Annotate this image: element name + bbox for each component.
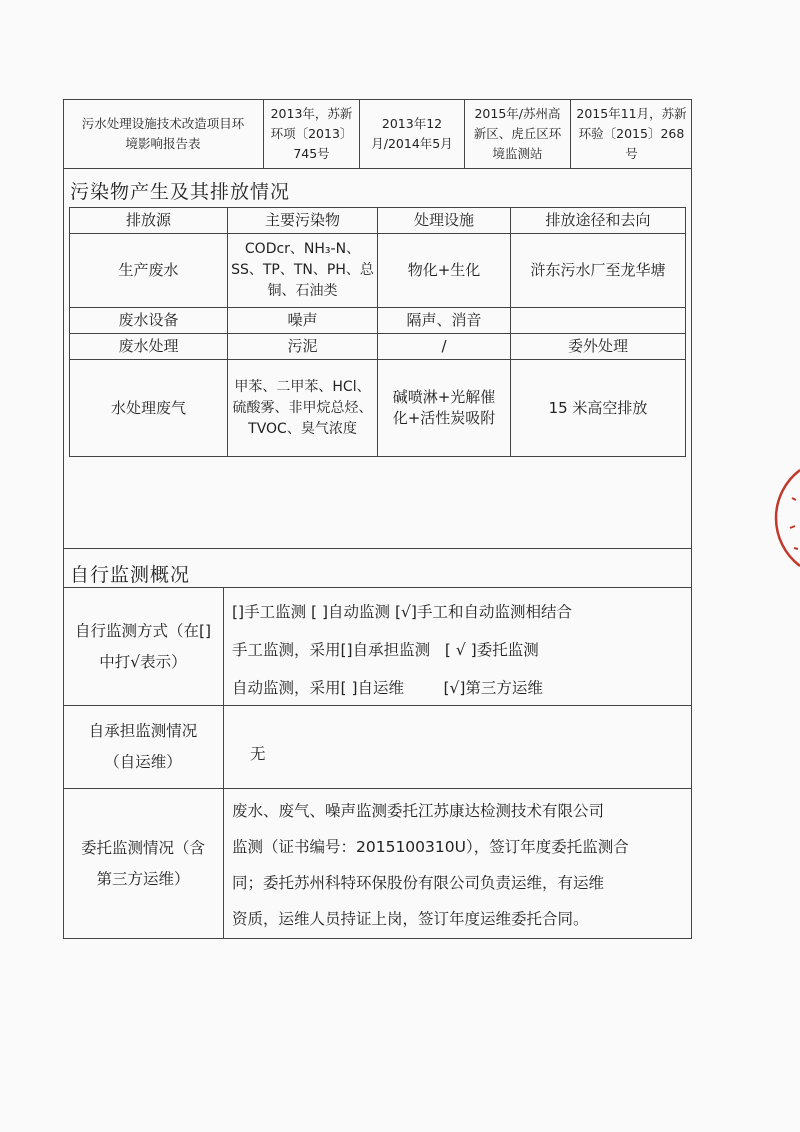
method-content [224, 588, 692, 705]
table-row [70, 334, 685, 360]
row-destination: 浒东污水厂至龙华塘 [530, 261, 666, 279]
self-monitoring-label: 自承担监测情况（自运维） [63, 706, 224, 788]
header-facility: 处理设施 [378, 208, 511, 233]
pollution-section-title: 污染物产生及其排放情况 [70, 181, 291, 203]
entrusted-monitoring-label: 委托监测情况（含第三方运维） [63, 789, 224, 939]
project-row [63, 99, 692, 169]
table-row [70, 308, 685, 334]
row-facility: 碱喷淋+光解催化+活性炭吸附 [378, 360, 511, 456]
entrusted-line-4: 资质，运维人员持证上岗，签订年度运维委托合同。 [232, 910, 589, 928]
section-divider [63, 548, 692, 549]
row-destination: 委外处理 [567, 337, 628, 355]
seal-stamp-icon [772, 468, 800, 568]
row-source: 水处理废气 [70, 360, 228, 456]
construction-period: 2013年12月/2014年5月 [360, 99, 465, 168]
header-pollutants: 主要污染物 [228, 208, 378, 233]
method-line-2: 手工监测，采用[]自承担监测 [ √ ]委托监测 [232, 641, 539, 659]
table-row [70, 234, 685, 308]
pollution-table [69, 207, 686, 457]
table-row [70, 360, 685, 456]
row-source: 废水处理 [70, 334, 228, 359]
row-destination [511, 308, 685, 333]
method-line-1: []手工监测 [ ]自动监测 [√]手工和自动监测相结合 [232, 603, 572, 621]
entrusted-monitoring-content [224, 789, 692, 939]
entrusted-line-3: 同；委托苏州科特环保股份有限公司负责运维，有运维 [232, 874, 605, 892]
row-pollutants: 甲苯、二甲苯、HCl、硫酸雾、非甲烷总烃、TVOC、臭气浓度 [228, 360, 378, 456]
method-label: 自行监测方式（在[]中打√表示） [63, 588, 224, 705]
row-destination: 15 米高空排放 [548, 398, 648, 417]
entrusted-line-2: 监测（证书编号：2015100310U），签订年度委托监测合 [232, 838, 629, 856]
monitoring-section-title: 自行监测概况 [70, 564, 191, 586]
entrusted-line-1: 废水、废气、噪声监测委托江苏康达检测技术有限公司 [232, 802, 605, 820]
row-facility: 物化+生化 [378, 234, 511, 307]
table-header-row [70, 208, 685, 234]
header-destination: 排放途径和去向 [545, 211, 651, 229]
project-name: 污水处理设施技术改造项目环境影响报告表 [63, 99, 264, 168]
row-source: 生产废水 [70, 234, 228, 307]
row-facility: 隔声、消音 [378, 308, 511, 333]
acceptance-org: 2015年/苏州高新区、虎丘区环境监测站 [465, 99, 571, 168]
approval-doc: 2013年，苏新环项〔2013〕745号 [264, 99, 360, 168]
row-source: 废水设备 [70, 308, 228, 333]
row-pollutants: CODcr、NH₃-N、SS、TP、TN、PH、总铜、石油类 [228, 234, 378, 307]
row-pollutants: 污泥 [228, 334, 378, 359]
method-line-3: 自动监测，采用[ ]自运维 [√]第三方运维 [232, 679, 543, 697]
self-monitoring-content [224, 706, 692, 788]
self-monitoring-value: 无 [250, 745, 266, 763]
row-facility: / [378, 334, 511, 359]
acceptance-doc: 2015年11月，苏新环验〔2015〕268号 [576, 105, 687, 161]
row-pollutants: 噪声 [228, 308, 378, 333]
header-source: 排放源 [70, 208, 228, 233]
